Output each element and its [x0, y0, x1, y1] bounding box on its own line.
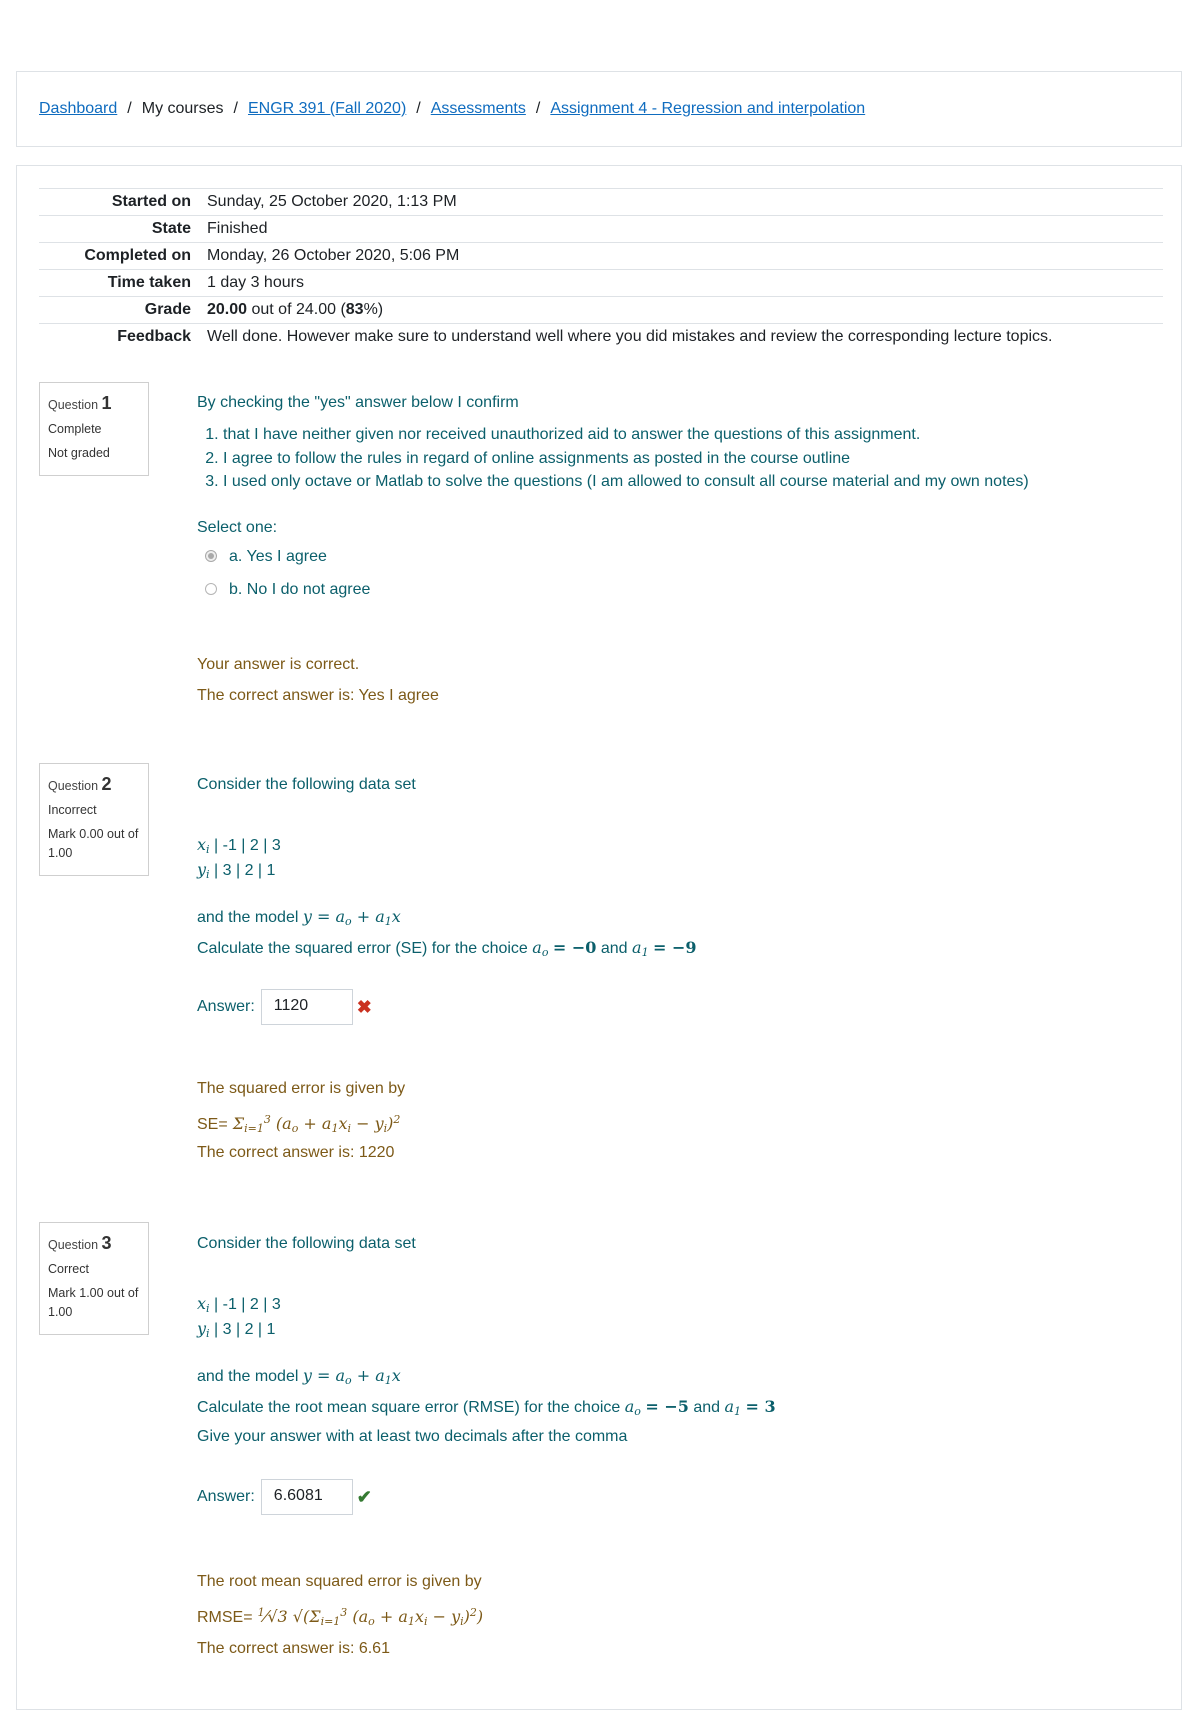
data-row-x-values: | -1 | 2 | 3: [209, 1296, 281, 1313]
summary-row-started: [39, 189, 1163, 216]
time-label: Time taken: [39, 270, 207, 297]
question-2-model: [197, 907, 401, 928]
model-formula: $y = a_o + a_1x$: [302, 1366, 401, 1387]
x-i-symbol: $x_i$: [197, 835, 210, 856]
question-1-info: [39, 382, 149, 476]
select-one-label: Select one:: [197, 519, 278, 536]
and-text: and: [596, 940, 633, 957]
question-3-grade: Mark 1.00 out of 1.00: [48, 1286, 139, 1319]
answer-input[interactable]: 6.6081: [261, 1479, 353, 1515]
grade-value: [207, 297, 1163, 324]
calc-text: Calculate the squared error (SE) for the choice: [197, 940, 533, 957]
a1-symbol: $a_1$: [724, 1397, 742, 1418]
radio-b[interactable]: [205, 583, 217, 595]
option-b-label: b. No I do not agree: [229, 581, 371, 598]
question-number: 2: [101, 774, 112, 794]
summary-row-time: [39, 270, 1163, 297]
model-text: and the model: [197, 909, 303, 926]
question-2-answer-row: [197, 989, 372, 1025]
question-1-state: Complete: [48, 422, 102, 436]
a0-symbol: $a_o$: [532, 938, 549, 959]
question-2-correct-answer: The correct answer is: 1220: [197, 1144, 395, 1161]
question-3-decimals: Give your answer with at least two decimals after the comma: [197, 1428, 628, 1445]
check-icon: ✔: [356, 1486, 372, 1507]
completed-label: Completed on: [39, 243, 207, 270]
state-value: Finished: [207, 216, 1163, 243]
feedback-label: Feedback: [39, 324, 207, 351]
data-row-x-values: | -1 | 2 | 3: [209, 837, 281, 854]
rmse-label: RMSE=: [197, 1609, 253, 1626]
breadcrumb-dashboard-link[interactable]: Dashboard: [39, 100, 118, 117]
grade-out-of: out of 24.00 (: [247, 301, 346, 318]
se-label: SE=: [197, 1116, 228, 1133]
question-3-content: [197, 1235, 1157, 1685]
a1-value: = −9: [653, 938, 697, 957]
x-i-symbol: $x_i$: [197, 1294, 210, 1315]
option-a[interactable]: [205, 548, 327, 566]
incorrect-icon: ✖: [356, 996, 372, 1017]
summary-row-state: [39, 216, 1163, 243]
question-3-model: [197, 1366, 401, 1387]
y-i-symbol: $y_i$: [197, 1319, 210, 1340]
question-1-feedback: Your answer is correct.: [197, 656, 360, 673]
time-value: 1 day 3 hours: [207, 270, 1163, 297]
data-row-x: [197, 835, 281, 856]
question-label: Question: [48, 779, 99, 793]
question-2-info: [39, 763, 149, 876]
grade-percent: 83: [345, 301, 364, 318]
confirm-item: 2. I agree to follow the rules in regard of online assignments as posted in the course outline: [223, 447, 1029, 471]
a0-value: = −5: [645, 1397, 689, 1416]
question-3-intro: Consider the following data set: [197, 1235, 416, 1252]
question-3-state: Correct: [48, 1262, 89, 1276]
model-formula: $y = a_o + a_1x$: [302, 907, 401, 928]
answer-label: Answer:: [197, 1488, 255, 1506]
question-3-feedback-line: The root mean squared error is given by: [197, 1573, 482, 1590]
data-row-y-values: | 3 | 2 | 1: [209, 1321, 276, 1338]
radio-a-checked[interactable]: [205, 550, 217, 562]
question-2-number-line: [48, 774, 140, 795]
se-formula: $\Sigma_{i=1}^3$ $(a_o + a_1x_i - y_i)^2$: [227, 1113, 401, 1135]
question-label: Question: [48, 1238, 99, 1252]
data-row-x: [197, 1294, 281, 1315]
state-label: State: [39, 216, 207, 243]
data-row-y-values: | 3 | 2 | 1: [209, 862, 276, 879]
and-text: and: [688, 1399, 725, 1416]
a0-symbol: $a_o$: [624, 1397, 641, 1418]
breadcrumb-separator: /: [233, 100, 238, 117]
question-1-content: [197, 394, 1157, 704]
breadcrumb-separator: /: [416, 100, 421, 117]
question-1-correct-answer: The correct answer is: Yes I agree: [197, 687, 439, 704]
question-2-intro: Consider the following data set: [197, 776, 416, 793]
breadcrumb-my-courses: My courses: [141, 100, 224, 117]
confirm-item: 1. that I have neither given nor received unauthorized aid to answer the questions of this assignment.: [223, 423, 1029, 447]
attempt-summary-table: [39, 188, 1163, 350]
y-i-symbol: $y_i$: [197, 860, 210, 881]
breadcrumb-assessments-link[interactable]: Assessments: [430, 100, 526, 117]
calc-text: Calculate the root mean square error (RMSE) for the choice: [197, 1399, 625, 1416]
quiz-review-card: [16, 165, 1182, 1710]
question-2-formula: [197, 1113, 400, 1135]
data-row-y: [197, 1319, 275, 1340]
data-row-y: [197, 860, 275, 881]
grade-label: Grade: [39, 297, 207, 324]
question-2-calc: [197, 938, 697, 959]
answer-label: Answer:: [197, 998, 255, 1016]
summary-row-grade: [39, 297, 1163, 324]
question-3-number-line: [48, 1233, 140, 1254]
rmse-formula: $^1$⁄√3 $√(\Sigma_{i=1}^3$ $(a_o + a_1x_i - y_i)^2$): [257, 1606, 484, 1628]
breadcrumb-separator: /: [127, 100, 132, 117]
breadcrumb-assignment-link[interactable]: Assignment 4 - Regression and interpolation: [550, 100, 866, 117]
question-2-feedback-line: The squared error is given by: [197, 1080, 406, 1097]
question-number: 1: [101, 393, 112, 413]
started-value: Sunday, 25 October 2020, 1:13 PM: [207, 189, 1163, 216]
a1-value: = 3: [745, 1397, 776, 1416]
question-2-state: Incorrect: [48, 803, 97, 817]
grade-score: 20.00: [207, 301, 248, 318]
question-1-number-line: [48, 393, 140, 414]
question-3-answer-row: [197, 1479, 372, 1515]
breadcrumb: [39, 100, 865, 118]
confirm-item: 3. I used only octave or Matlab to solve the questions (I am allowed to consult all course material and my own notes): [223, 470, 1029, 494]
completed-value: Monday, 26 October 2020, 5:06 PM: [207, 243, 1163, 270]
grade-end: %): [363, 301, 384, 318]
breadcrumb-card: [16, 71, 1182, 147]
summary-row-completed: [39, 243, 1163, 270]
question-label: Question: [48, 398, 99, 412]
answer-input[interactable]: 1120: [261, 989, 353, 1025]
question-1-confirm-list: [197, 423, 1029, 494]
question-3-formula: [197, 1606, 483, 1628]
a1-symbol: $a_1$: [632, 938, 649, 959]
option-b[interactable]: [205, 581, 370, 599]
question-2-grade: Mark 0.00 out of 1.00: [48, 827, 139, 860]
breadcrumb-separator: /: [535, 100, 541, 117]
question-3-info: [39, 1222, 149, 1335]
started-label: Started on: [39, 189, 207, 216]
feedback-value: Well done. However make sure to understand well where you did mistakes and review the corresponding lecture topics.: [207, 324, 1163, 351]
model-text: and the model: [197, 1368, 303, 1385]
question-3-calc: [197, 1397, 776, 1418]
option-a-label: a. Yes I agree: [229, 548, 327, 565]
question-number: 3: [101, 1233, 112, 1253]
summary-row-feedback: [39, 324, 1163, 351]
breadcrumb-course-link[interactable]: ENGR 391 (Fall 2020): [247, 100, 407, 117]
question-2-content: [197, 776, 1157, 1176]
question-1-grade: Not graded: [48, 446, 110, 460]
a0-value: = −0: [552, 938, 597, 957]
question-1-intro: By checking the "yes" answer below I confirm: [197, 394, 519, 411]
question-3-correct-answer: The correct answer is: 6.61: [197, 1640, 390, 1657]
